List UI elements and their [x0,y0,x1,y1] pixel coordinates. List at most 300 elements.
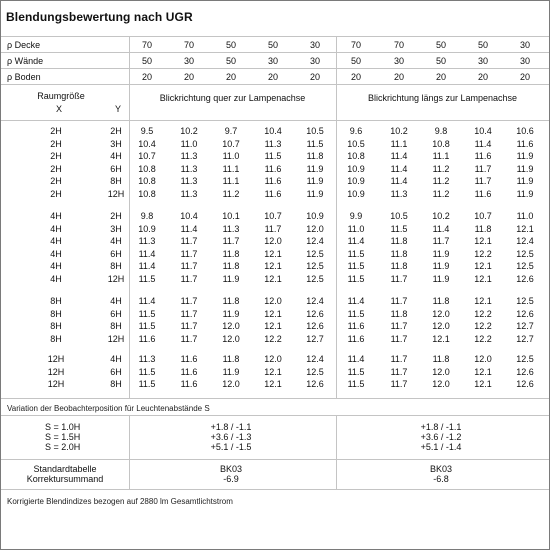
ugr-value: 11.5 [264,151,282,161]
ugr-value: 9.7 [224,126,238,136]
ugr-value: 12.1 [474,367,492,377]
footnote: Korrigierte Blendindizes bezogen auf 2880 lm Gesamtlichtstrom [7,497,233,506]
ugr-value: 10.8 [138,176,156,186]
column-divider [129,415,130,489]
ugr-value: 12.0 [474,354,492,364]
ugr-value: 11.4 [347,236,365,246]
ugr-value: 11.7 [390,367,408,377]
ugr-value: 10.8 [138,164,156,174]
ugr-value: 11.5 [347,261,365,271]
room-x: 8H [50,296,62,306]
column-divider [336,415,337,489]
ugr-value: 12.0 [264,354,282,364]
ugr-value: 10.8 [432,139,450,149]
variation-value: +3.6 / -1.2 [420,432,462,442]
reflectance-value: 50 [435,56,446,66]
ugr-value: 11.7 [180,296,198,306]
ugr-value: 11.9 [516,151,534,161]
ugr-value: 9.8 [434,126,448,136]
ugr-value: 11.7 [180,309,198,319]
reflectance-label: ρ Decke [7,40,41,50]
ugr-value: 11.8 [222,249,240,259]
ugr-value: 11.5 [138,379,156,389]
room-x: 4H [50,249,62,259]
room-x: 2H [50,126,62,136]
ugr-value: 11.9 [306,176,324,186]
room-x: 2H [50,176,62,186]
reflectance-value: 50 [435,40,446,50]
ugr-value: 11.7 [390,379,408,389]
standard-code: BK03 [429,464,453,474]
room-x: 2H [50,164,62,174]
divider [1,36,549,37]
ugr-value: 12.6 [306,379,324,389]
ugr-value: 12.0 [432,379,450,389]
standard-code: BK03 [219,464,243,474]
ugr-value: 12.1 [474,236,492,246]
correction-label: Korrektursummand [26,474,104,484]
ugr-value: 9.6 [349,126,363,136]
ugr-value: 12.1 [264,321,282,331]
spacing-label: S = 2.0H [45,442,81,452]
reflectance-label: ρ Boden [7,72,41,82]
room-x: 12H [47,379,65,389]
room-y: 8H [110,379,122,389]
ugr-value: 12.1 [264,367,282,377]
ugr-value: 11.4 [474,139,492,149]
ugr-value: 11.0 [222,151,240,161]
room-x: 2H [50,139,62,149]
ugr-value: 11.6 [264,189,282,199]
reflectance-value: 30 [267,56,278,66]
reflectance-value: 20 [350,72,361,82]
ugr-value: 12.0 [264,236,282,246]
ugr-value: 11.6 [180,354,198,364]
reflectance-value: 20 [141,72,152,82]
ugr-value: 12.6 [516,367,534,377]
ugr-value: 11.4 [347,296,365,306]
ugr-value: 11.6 [516,139,534,149]
ugr-value: 10.9 [347,189,365,199]
ugr-value: 11.8 [222,261,240,271]
divider [1,489,549,490]
ugr-value: 9.9 [349,211,363,221]
ugr-value: 11.2 [222,189,240,199]
reflectance-value: 30 [477,56,488,66]
ugr-value: 11.4 [138,296,156,306]
ugr-value: 11.4 [390,176,408,186]
ugr-value: 11.9 [516,164,534,174]
ugr-value: 11.8 [390,261,408,271]
ugr-value: 11.6 [138,334,156,344]
ugr-value: 12.6 [306,309,324,319]
view-along-header: Blickrichtung längs zur Lampenachse [367,93,518,103]
room-x: 4H [50,224,62,234]
ugr-value: 12.1 [264,274,282,284]
ugr-value: 12.1 [264,379,282,389]
ugr-value: 10.4 [180,211,198,221]
standard-cross [191,464,271,484]
ugr-value: 12.0 [222,321,240,331]
ugr-value: 11.5 [138,321,156,331]
ugr-value: 11.5 [390,224,408,234]
ugr-value: 10.5 [390,211,408,221]
reflectance-value: 30 [519,40,530,50]
ugr-value: 11.7 [390,274,408,284]
ugr-value: 11.6 [347,321,365,331]
room-y: 4H [110,354,122,364]
ugr-value: 11.1 [390,139,408,149]
ugr-value: 11.4 [138,249,156,259]
ugr-value: 11.8 [306,151,324,161]
ugr-value: 10.7 [222,139,240,149]
ugr-value: 11.3 [180,176,198,186]
ugr-value: 11.7 [180,321,198,331]
room-x: 4H [50,211,62,221]
room-y: 6H [110,164,122,174]
room-x: 4H [50,236,62,246]
variation-value: +3.6 / -1.3 [210,432,252,442]
spacing-label: S = 1.5H [45,432,81,442]
ugr-value: 11.9 [516,189,534,199]
ugr-value: 12.1 [474,261,492,271]
ugr-value: 12.2 [474,309,492,319]
ugr-value: 11.6 [180,379,198,389]
ugr-value: 9.8 [140,211,154,221]
ugr-value: 12.0 [306,224,324,234]
ugr-value: 11.9 [222,367,240,377]
ugr-value: 12.6 [306,321,324,331]
divider [1,68,549,69]
ugr-value: 11.0 [180,139,198,149]
ugr-value: 12.5 [516,354,534,364]
ugr-value: 11.4 [390,151,408,161]
ugr-value: 11.3 [138,236,156,246]
ugr-value: 10.2 [180,126,198,136]
reflectance-value: 20 [309,72,320,82]
ugr-value: 11.9 [432,261,450,271]
ugr-value: 11.3 [222,224,240,234]
variation-along-values [401,422,481,452]
reflectance-value: 50 [225,40,236,50]
ugr-value: 12.0 [264,296,282,306]
ugr-value: 10.5 [306,126,324,136]
ugr-value: 11.4 [390,164,408,174]
ugr-value: 11.7 [390,296,408,306]
reflectance-value: 30 [183,56,194,66]
room-x: 2H [50,151,62,161]
ugr-value: 12.2 [264,334,282,344]
reflectance-label: ρ Wände [7,56,44,66]
page-title: Blendungsbewertung nach UGR [6,10,193,24]
ugr-value: 10.7 [264,211,282,221]
ugr-value: 11.7 [474,176,492,186]
correction-value: -6.9 [223,474,239,484]
ugr-value: 12.1 [432,334,450,344]
ugr-value: 10.2 [432,211,450,221]
reflectance-value: 50 [267,40,278,50]
reflectance-value: 20 [477,72,488,82]
reflectance-value: 30 [309,40,320,50]
ugr-value: 11.6 [180,367,198,377]
variation-value: +1.8 / -1.1 [210,422,252,432]
room-x: 8H [50,321,62,331]
ugr-value: 11.9 [306,164,324,174]
reflectance-value: 70 [141,40,152,50]
ugr-value: 10.6 [516,126,534,136]
ugr-value: 12.1 [264,309,282,319]
ugr-value: 12.7 [516,321,534,331]
reflectance-value: 20 [393,72,404,82]
ugr-value: 11.7 [474,164,492,174]
ugr-value: 11.5 [347,379,365,389]
ugr-value: 12.1 [474,274,492,284]
ugr-value: 12.4 [306,296,324,306]
ugr-value: 11.9 [306,189,324,199]
room-y: 3H [110,139,122,149]
ugr-value: 11.9 [432,249,450,259]
reflectance-value: 20 [435,72,446,82]
ugr-value: 12.5 [306,249,324,259]
ugr-value: 11.7 [180,249,198,259]
ugr-value: 11.8 [390,236,408,246]
ugr-value: 12.5 [516,296,534,306]
ugr-value: 11.8 [474,224,492,234]
ugr-value: 11.6 [474,189,492,199]
room-y: 8H [110,176,122,186]
ugr-value: 10.8 [347,151,365,161]
ugr-value: 11.2 [432,176,450,186]
reflectance-value: 30 [309,56,320,66]
room-y: 4H [110,236,122,246]
ugr-value: 10.4 [264,126,282,136]
room-y: 8H [110,321,122,331]
reflectance-value: 50 [477,40,488,50]
ugr-value: 12.6 [516,274,534,284]
ugr-value: 11.4 [180,224,198,234]
ugr-value: 12.0 [432,321,450,331]
ugr-value: 11.9 [222,274,240,284]
ugr-value: 10.9 [306,211,324,221]
ugr-value: 10.1 [222,211,240,221]
ugr-value: 12.0 [432,367,450,377]
ugr-value: 12.2 [474,334,492,344]
ugr-value: 9.5 [140,126,154,136]
room-x: 12H [47,367,65,377]
ugr-value: 11.1 [222,176,240,186]
ugr-value: 11.7 [390,321,408,331]
ugr-value: 11.7 [264,224,282,234]
ugr-value: 12.1 [474,296,492,306]
ugr-value: 11.7 [180,261,198,271]
ugr-value: 12.1 [264,261,282,271]
room-y: 12H [107,189,125,199]
ugr-value: 11.7 [432,236,450,246]
spacing-labels [45,422,105,452]
ugr-value: 11.7 [222,236,240,246]
variation-cross-values [191,422,271,452]
ugr-value: 11.7 [180,236,198,246]
ugr-value: 11.6 [264,176,282,186]
reflectance-value: 70 [393,40,404,50]
divider [1,415,549,416]
ugr-value: 11.5 [347,367,365,377]
ugr-value: 12.5 [516,249,534,259]
room-size-label: Raumgröße [37,91,85,101]
room-x: 4H [50,274,62,284]
reflectance-value: 70 [350,40,361,50]
ugr-value: 12.2 [474,249,492,259]
reflectance-value: 50 [225,56,236,66]
variation-caption: Variation der Beobachterposition für Leuchtenabstände S [7,404,210,413]
ugr-value: 12.0 [222,379,240,389]
room-x: 8H [50,334,62,344]
ugr-value: 11.4 [432,224,450,234]
standard-along [401,464,481,484]
ugr-value: 11.3 [138,354,156,364]
divider [1,120,549,121]
ugr-value: 11.7 [180,334,198,344]
ugr-value: 11.9 [516,176,534,186]
divider [1,459,549,460]
ugr-value: 12.6 [516,379,534,389]
ugr-value: 10.2 [390,126,408,136]
ugr-value: 12.7 [516,334,534,344]
reflectance-value: 20 [183,72,194,82]
room-y: 6H [110,309,122,319]
divider [1,398,549,399]
ugr-value: 11.8 [432,354,450,364]
reflectance-value: 20 [519,72,530,82]
room-y: 6H [110,367,122,377]
ugr-value: 11.3 [180,189,198,199]
ugr-value: 11.3 [180,164,198,174]
reflectance-value: 30 [519,56,530,66]
room-y: 8H [110,261,122,271]
view-cross-header: Blickrichtung quer zur Lampenachse [159,93,306,103]
ugr-value: 10.8 [138,189,156,199]
reflectance-value: 30 [393,56,404,66]
reflectance-value: 20 [225,72,236,82]
ugr-value: 11.1 [432,151,450,161]
ugr-value: 10.9 [347,164,365,174]
ugr-value: 11.6 [474,151,492,161]
room-x: 2H [50,189,62,199]
ugr-value: 12.4 [516,236,534,246]
ugr-value: 10.9 [138,224,156,234]
ugr-value: 12.4 [306,354,324,364]
ugr-value: 10.4 [138,139,156,149]
correction-value: -6.8 [433,474,449,484]
variation-value: +5.1 / -1.4 [420,442,462,452]
ugr-value: 12.1 [474,379,492,389]
ugr-value: 11.8 [390,309,408,319]
y-axis-label: Y [114,104,121,114]
ugr-value: 11.5 [347,249,365,259]
variation-value: +1.8 / -1.1 [420,422,462,432]
ugr-value: 12.6 [516,309,534,319]
ugr-value: 11.6 [264,164,282,174]
ugr-value: 11.5 [347,309,365,319]
ugr-value: 11.4 [347,354,365,364]
room-y: 6H [110,249,122,259]
reflectance-value: 70 [183,40,194,50]
ugr-value: 11.7 [390,354,408,364]
ugr-value: 11.1 [222,164,240,174]
x-axis-label: X [55,104,62,114]
ugr-value: 11.3 [180,151,198,161]
ugr-value: 11.5 [138,309,156,319]
ugr-value: 12.0 [432,309,450,319]
room-y: 4H [110,151,122,161]
ugr-value: 11.2 [432,164,450,174]
room-y: 2H [110,126,122,136]
standard-labels [1,464,129,484]
ugr-value: 11.5 [138,274,156,284]
room-x: 12H [47,354,65,364]
ugr-value: 10.7 [138,151,156,161]
reflectance-value: 20 [267,72,278,82]
ugr-value: 12.4 [306,236,324,246]
ugr-value: 11.8 [222,354,240,364]
room-y: 12H [107,274,125,284]
ugr-value: 10.7 [474,211,492,221]
room-x: 8H [50,309,62,319]
ugr-value: 11.2 [432,189,450,199]
ugr-value: 12.1 [516,224,534,234]
ugr-value: 10.9 [347,176,365,186]
divider [1,84,549,85]
ugr-value: 12.1 [264,249,282,259]
divider [1,52,549,53]
ugr-value: 11.9 [222,309,240,319]
ugr-value: 11.5 [347,274,365,284]
reflectance-value: 50 [141,56,152,66]
ugr-value: 11.8 [390,249,408,259]
ugr-value: 11.3 [264,139,282,149]
room-y: 2H [110,211,122,221]
ugr-value: 10.4 [474,126,492,136]
ugr-value: 11.7 [390,334,408,344]
ugr-value: 11.5 [138,367,156,377]
ugr-value: 11.5 [306,139,324,149]
ugr-value: 12.5 [306,261,324,271]
ugr-value: 11.9 [432,274,450,284]
ugr-value: 10.5 [347,139,365,149]
ugr-value: 11.3 [390,189,408,199]
ugr-value: 11.8 [432,296,450,306]
ugr-value: 11.7 [180,274,198,284]
spacing-label: S = 1.0H [45,422,81,432]
room-y: 4H [110,296,122,306]
ugr-value: 12.5 [306,367,324,377]
ugr-value: 11.0 [516,211,534,221]
room-y: 3H [110,224,122,234]
room-y: 12H [107,334,125,344]
room-x: 4H [50,261,62,271]
ugr-value: 12.5 [516,261,534,271]
ugr-value: 12.5 [306,274,324,284]
ugr-value: 11.0 [347,224,365,234]
ugr-value: 11.4 [138,261,156,271]
ugr-value: 11.6 [347,334,365,344]
ugr-value: 12.2 [474,321,492,331]
ugr-value: 12.7 [306,334,324,344]
reflectance-value: 50 [350,56,361,66]
ugr-value: 11.8 [222,296,240,306]
ugr-value: 12.0 [222,334,240,344]
standard-table-label: Standardtabelle [33,464,97,474]
